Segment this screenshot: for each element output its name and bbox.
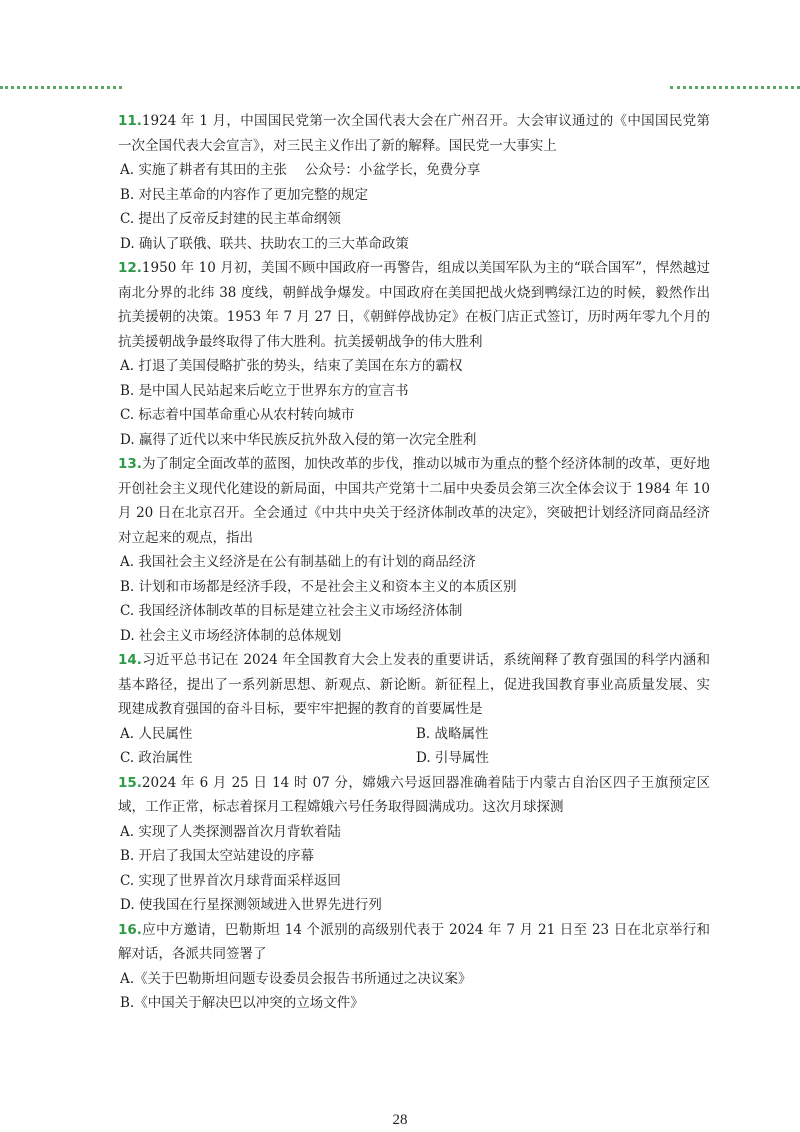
options-row xyxy=(118,722,710,747)
question-text: 应中方邀请，巴勒斯坦 14 个派别的高级别代表于 2024 年 7 月 21 日至 23 日在北京举行和解对话，各派共同签署了 xyxy=(118,921,710,962)
option-c: C. 我国经济体制改革的目标是建立社会主义市场经济体制 xyxy=(120,603,463,619)
option-d: D. 社会主义市场经济体制的总体规划 xyxy=(120,627,342,644)
option-a: A. 我国社会主义经济是在公有制基础上的有计划的商品经济 xyxy=(120,554,476,570)
question-16 xyxy=(118,918,710,1016)
option-c: C. 提出了反帝反封建的民主革命纲领 xyxy=(120,211,341,227)
option-a: A. 人民属性 xyxy=(120,725,193,742)
option-b: B. 是中国人民站起来后屹立于世界东方的宣言书 xyxy=(120,382,409,399)
top-right-dotted-rule xyxy=(670,86,800,89)
option-b: B. 战略属性 xyxy=(416,725,489,742)
option-c: C. 政治属性 xyxy=(120,750,193,766)
option-b: B. 对民主革命的内容作了更加完整的规定 xyxy=(120,186,369,203)
question-text: 1924 年 1 月，中国国民党第一次全国代表大会在广州召开。大会审议通过的《中国国民党第一次全国代表大会宣言》，对三民主义作出了新的解释。国民党一大事实上 xyxy=(118,113,710,154)
page-number: 28 xyxy=(392,1112,408,1128)
question-12 xyxy=(118,256,710,452)
option-b: B. 计划和市场都是经济手段，不是社会主义和资本主义的本质区别 xyxy=(120,578,517,595)
option-d: D. 引导属性 xyxy=(416,750,489,766)
question-number: 11. xyxy=(118,113,142,129)
question-text: 2024 年 6 月 25 日 14 时 07 分，嫦娥六号返回器准确着陆于内蒙古自治区四子王旗预定区域，工作正常，标志着探月工程嫦娥六号任务取得圆满成功。这次月球探测 xyxy=(118,774,710,815)
question-text: 为了制定全面改革的蓝图，加快改革的步伐，推动以城市为重点的整个经济体制的改革，更好地开创社会主义现代化建设的新局面，中国共产党第十二届中央委员会第三次全体会议于 1984 年 10 月 20 日在北京召开。全会通过《中共中央关于经济体制改革的决定》，突破把计划经济同商品经济对立起来的观点，指出 xyxy=(118,456,710,546)
question-number: 16. xyxy=(118,921,142,938)
option-b: B.《中国关于解决巴以冲突的立场文件》 xyxy=(120,995,364,1011)
question-14 xyxy=(118,648,710,771)
question-11 xyxy=(118,109,710,256)
option-a-text: A. 实施了耕者有其田的主张 xyxy=(120,162,287,178)
top-left-dotted-rule xyxy=(0,86,122,89)
option-a xyxy=(118,158,710,183)
question-13 xyxy=(118,452,710,648)
question-stem xyxy=(118,771,710,820)
options-row xyxy=(118,746,710,771)
question-stem xyxy=(118,109,710,158)
option-d: D. 确认了联俄、联共、扶助农工的三大革命政策 xyxy=(120,235,409,252)
option-b: B. 开启了我国太空站建设的序幕 xyxy=(120,848,315,864)
question-list xyxy=(118,109,710,1016)
option-c: C. 标志着中国革命重心从农村转向城市 xyxy=(120,407,355,423)
question-stem xyxy=(118,918,710,967)
question-number: 15. xyxy=(118,774,142,791)
watermark-note: 公众号：小盆学长，免费分享 xyxy=(304,162,481,178)
question-number: 12. xyxy=(118,260,142,276)
question-text: 习近平总书记在 2024 年全国教育大会上发表的重要讲话，系统阐释了教育强国的科学内涵和基本路径，提出了一系列新思想、新观点、新论断。新征程上，促进我国教育事业高质量发展、实现建成教育强国的奋斗目标，要牢牢把握的教育的首要属性是 xyxy=(118,652,710,717)
question-stem xyxy=(118,256,710,354)
question-number: 13. xyxy=(118,456,142,472)
question-number: 14. xyxy=(118,652,142,668)
option-a: A. 打退了美国侵略扩张的势头，结束了美国在东方的霸权 xyxy=(120,358,463,374)
question-text: 1950 年 10 月初，美国不顾中国政府一再警告，组成以美国军队为主的“联合国军”，悍然越过南北分界的北纬 38 度线，朝鲜战争爆发。中国政府在美国把战火烧到鸭绿江边的时候，毅然作出抗美援朝的决策。1953 年 7 月 27 日，《朝鲜停战协定》在板门店正式签订，历时两年零九个月的抗美援朝战争最终取得了伟大胜利。抗美援朝战争的伟大胜利 xyxy=(118,260,710,350)
question-15 xyxy=(118,771,710,918)
option-a: A. 实现了人类探测器首次月背软着陆 xyxy=(120,823,341,840)
option-d: D. 赢得了近代以来中华民族反抗外敌入侵的第一次完全胜利 xyxy=(120,431,477,448)
question-stem xyxy=(118,452,710,550)
option-c: C. 实现了世界首次月球背面采样返回 xyxy=(120,872,341,889)
option-a: A.《关于巴勒斯坦问题专设委员会报告书所通过之决议案》 xyxy=(120,970,472,987)
question-stem xyxy=(118,648,710,722)
option-d: D. 使我国在行星探测领域进入世界先进行列 xyxy=(120,897,382,913)
